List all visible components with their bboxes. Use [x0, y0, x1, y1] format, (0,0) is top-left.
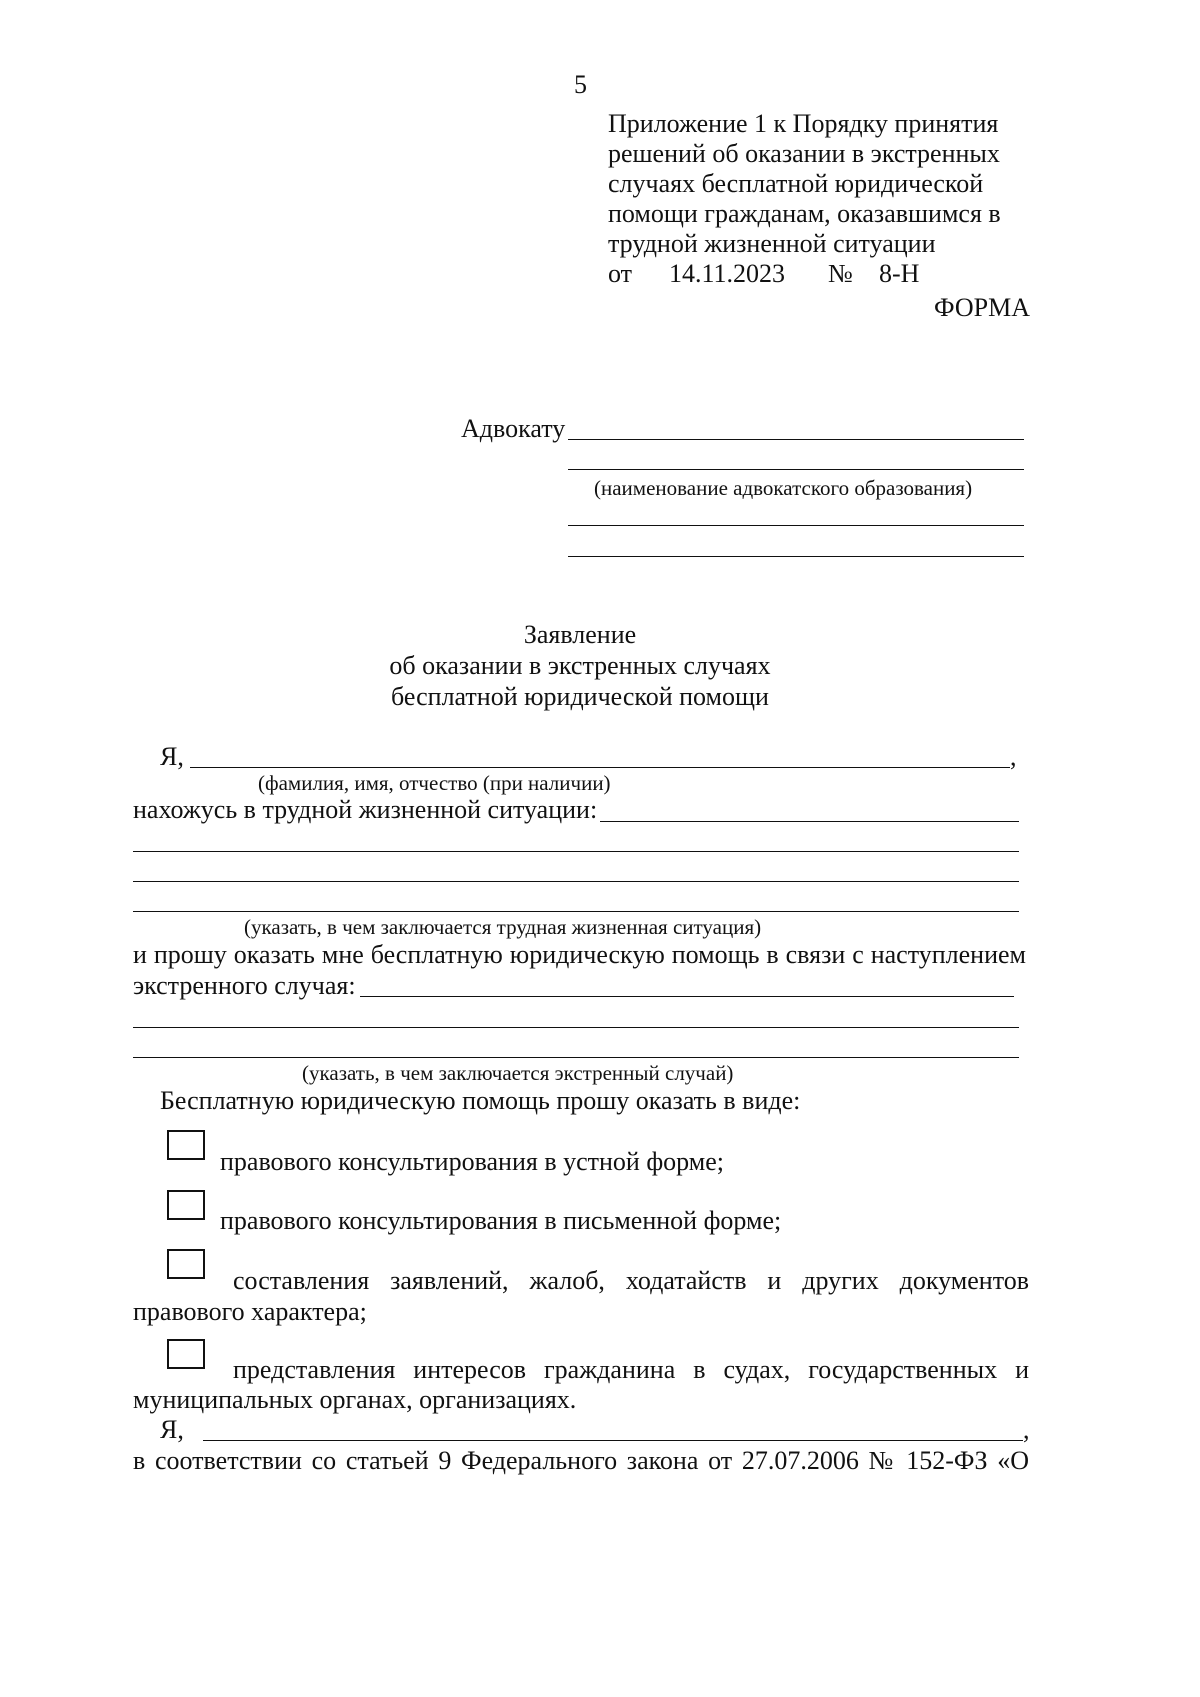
- situation-field-line[interactable]: [600, 821, 1019, 822]
- situation-field-line-3[interactable]: [133, 881, 1019, 882]
- consent-fio-field-line[interactable]: [203, 1440, 1023, 1441]
- addressee-field-line-3[interactable]: [568, 525, 1024, 526]
- fio-field-line[interactable]: [190, 767, 1010, 768]
- fio-hint: (фамилия, имя, отчество (при наличии): [258, 771, 611, 795]
- option-checkbox-written[interactable]: [167, 1190, 205, 1220]
- forma-label: ФОРМА: [934, 293, 1030, 322]
- ya-label: Я,: [160, 742, 184, 771]
- option-oral-label: правового консультирования в устной форме;: [220, 1147, 725, 1176]
- situation-field-line-2[interactable]: [133, 851, 1019, 852]
- addressee-label: Адвокату: [461, 414, 566, 443]
- comma-2: ,: [1023, 1415, 1030, 1444]
- option-representation-label-cont: муниципальных органах, организациях.: [133, 1385, 577, 1414]
- option-checkbox-representation[interactable]: [167, 1339, 205, 1369]
- title-line-3: бесплатной юридической помощи: [391, 682, 769, 711]
- title-line-2: об оказании в экстренных случаях: [389, 651, 771, 680]
- option-representation-label: представления интересов гражданина в судах, государственных и: [233, 1355, 1029, 1384]
- request-line-1: и прошу оказать мне бесплатную юридическую помощь в связи с наступлением: [133, 940, 1026, 969]
- appendix-date: 14.11.2023: [669, 259, 786, 288]
- situation-label: нахожусь в трудной жизненной ситуации:: [133, 795, 598, 824]
- comma: ,: [1010, 742, 1017, 771]
- request-line-2: экстренного случая:: [133, 971, 356, 1000]
- title-line-1: Заявление: [523, 620, 637, 649]
- option-written-label: правового консультирования в письменной форме;: [220, 1206, 782, 1235]
- situation-hint: (указать, в чем заключается трудная жизненная ситуация): [244, 915, 762, 939]
- page-number: 5: [574, 70, 587, 99]
- appendix-number: 8-Н: [879, 259, 920, 288]
- appendix-line: трудной жизненной ситуации: [608, 229, 936, 258]
- addressee-field-line-2[interactable]: [568, 469, 1024, 470]
- appendix-line: помощи гражданам, оказавшимся в: [608, 199, 1001, 228]
- law-reference-line: в соответствии со статьей 9 Федерального закона от 27.07.2006 № 152-ФЗ «О: [133, 1446, 1029, 1475]
- situation-field-line-4[interactable]: [133, 911, 1019, 912]
- appendix-number-sign: №: [828, 259, 853, 288]
- emergency-hint: (указать, в чем заключается экстренный случай): [302, 1061, 734, 1085]
- appendix-line: Приложение 1 к Порядку принятия: [608, 109, 999, 138]
- addressee-hint: (наименование адвокатского образования): [594, 476, 973, 500]
- appendix-line: решений об оказании в экстренных: [608, 139, 1000, 168]
- option-checkbox-oral[interactable]: [167, 1130, 205, 1160]
- emergency-field-line[interactable]: [360, 996, 1014, 997]
- appendix-from-label: от: [608, 259, 633, 288]
- ya-label-2: Я,: [160, 1415, 184, 1444]
- option-documents-label: составления заявлений, жалоб, ходатайств и других документов: [233, 1266, 1029, 1295]
- addressee-field-line[interactable]: [568, 439, 1024, 440]
- emergency-field-line-2[interactable]: [133, 1027, 1019, 1028]
- option-documents-label-cont: правового характера;: [133, 1297, 367, 1326]
- addressee-field-line-4[interactable]: [568, 556, 1024, 557]
- emergency-field-line-3[interactable]: [133, 1057, 1019, 1058]
- appendix-line: случаях бесплатной юридической: [608, 169, 984, 198]
- form-intro: Бесплатную юридическую помощь прошу оказать в виде:: [160, 1086, 801, 1115]
- option-checkbox-documents[interactable]: [167, 1249, 205, 1279]
